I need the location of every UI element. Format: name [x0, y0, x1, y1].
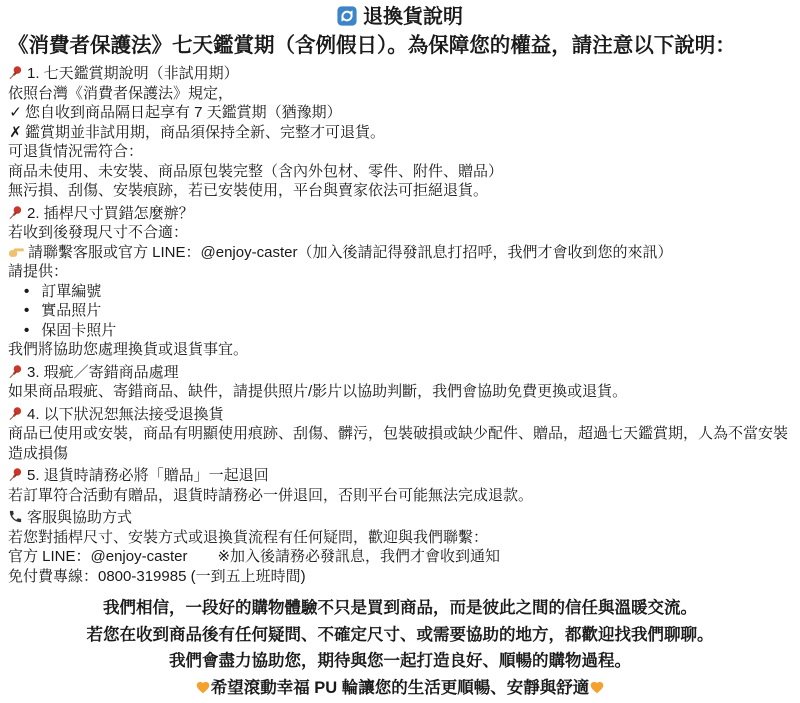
- section-heading: [8, 466, 792, 486]
- closing-line: 我們相信，一段好的購物體驗不只是買到商品，而是彼此之間的信任與溫暖交流。: [103, 599, 697, 617]
- list-item: • 實品照片: [8, 301, 792, 321]
- closing-line-hearts: [8, 675, 792, 702]
- section-heading: [8, 363, 792, 383]
- orange-heart-icon: [589, 677, 605, 692]
- phone-icon: [8, 509, 23, 524]
- section-not-accepted: [8, 405, 792, 464]
- page-title-text: 退換貨說明: [363, 6, 463, 28]
- list-item: • 保固卡照片: [8, 321, 792, 341]
- orange-heart-icon: [195, 677, 211, 692]
- body-line: 如果商品瑕疵、寄錯商品、缺件，請提供照片/影片以協助判斷，我們會協助免費更換或退貨。: [8, 383, 628, 400]
- allowed-line-text: 您自收到商品隔日起享有 7 天鑑賞期（猶豫期）: [25, 104, 342, 121]
- body-line: 商品已使用或安裝，商品有明顯使用痕跡、刮傷、髒污，包裝破損或缺少配件、贈品，超過七天鑑賞期，人為不當安裝造成損傷: [8, 425, 789, 462]
- pushpin-icon: [8, 406, 23, 421]
- section-heading: [8, 64, 792, 84]
- contact-line: [8, 243, 792, 263]
- pushpin-icon: [8, 65, 23, 80]
- body-line: 商品未使用、未安裝、商品原包裝完整（含內外包材、零件、附件、贈品）: [8, 162, 504, 180]
- not-allowed-line-text: 鑑賞期並非試用期，商品須保持全新、完整才可退貨。: [25, 123, 386, 141]
- provide-list: [8, 282, 792, 341]
- section-heading-text: 5. 退貨時請務必將「贈品」一起退回: [27, 467, 269, 484]
- line-contact: 官方 LINE：@enjoy-caster ※加入後請務必發訊息，我們才會收到通知: [8, 548, 501, 565]
- allowed-line: [8, 103, 792, 123]
- body-line: 若訂單符合活動有贈品，退貨時請務必一併退回，否則平台可能無法完成退款。: [8, 486, 534, 504]
- body-line: 依照台灣《消費者保護法》規定，: [8, 84, 234, 102]
- closing-line-text: 希望滾動幸福 PU 輪讓您的生活更順暢、安靜與舒適: [210, 678, 590, 697]
- cross-icon: ✗: [9, 123, 22, 141]
- section-heading-text: 4. 以下狀況恕無法接受退換貨: [27, 405, 224, 423]
- pointing-right-finger-icon: [8, 244, 25, 257]
- body-line: 若收到後發現尺寸不合適：: [8, 224, 189, 241]
- section-heading: [8, 405, 792, 425]
- section-heading-text: 3. 瑕疵／寄錯商品處理: [27, 363, 179, 381]
- body-line: 我們將協助您處理換貨或退貨事宜。: [8, 341, 249, 358]
- section-seven-day-period: [8, 64, 792, 201]
- body-line: 請提供：: [8, 263, 69, 280]
- body-line: 無污損、刮傷、安裝痕跡，若已安裝使用，平台與賣家依法可拒絕退貨。: [8, 182, 489, 199]
- pushpin-icon: [8, 467, 23, 482]
- pushpin-icon: [8, 364, 23, 379]
- section-return-gifts: [8, 466, 792, 505]
- contact-line-text: 請聯繫客服或官方 LINE：@enjoy-caster（加入後請記得發訊息打招呼，我們才會收到您的來訊）: [28, 243, 673, 261]
- section-defect-wrong-item: [8, 363, 792, 402]
- page-subtitle: 《消費者保護法》七天鑑賞期（含例假日）。為保障您的權益，請注意以下說明：: [8, 34, 736, 57]
- list-item: • 訂單編號: [8, 282, 792, 302]
- section-heading-text: 1. 七天鑑賞期說明（非試用期）: [27, 65, 239, 82]
- section-heading: [8, 204, 792, 224]
- check-icon: ✓: [9, 104, 22, 121]
- support-heading-text: 客服與協助方式: [27, 509, 133, 526]
- page-title: [8, 5, 792, 31]
- section-customer-support: [8, 508, 792, 586]
- section-heading-text: 2. 插桿尺寸買錯怎麼辦？: [27, 204, 194, 222]
- closing-line: 若您在收到商品後有任何疑問、不確定尺寸、或需要協助的地方，都歡迎找我們聊聊。: [86, 625, 714, 644]
- body-line: 若您對插桿尺寸、安裝方式或退換貨流程有任何疑問，歡迎與我們聯繫：: [8, 528, 489, 546]
- section-wrong-size: [8, 204, 792, 360]
- toll-free-line: 免付費專線：0800-319985 (一到五上班時間): [8, 567, 306, 585]
- closing-line: 我們會盡力協助您，期待與您一起打造良好、順暢的購物過程。: [169, 652, 631, 670]
- refresh-icon: [337, 6, 357, 26]
- body-line: 可退貨情況需符合：: [8, 143, 144, 160]
- not-allowed-line: [8, 123, 792, 143]
- closing-message: [8, 595, 792, 701]
- support-heading: [8, 508, 792, 528]
- pushpin-icon: [8, 205, 23, 220]
